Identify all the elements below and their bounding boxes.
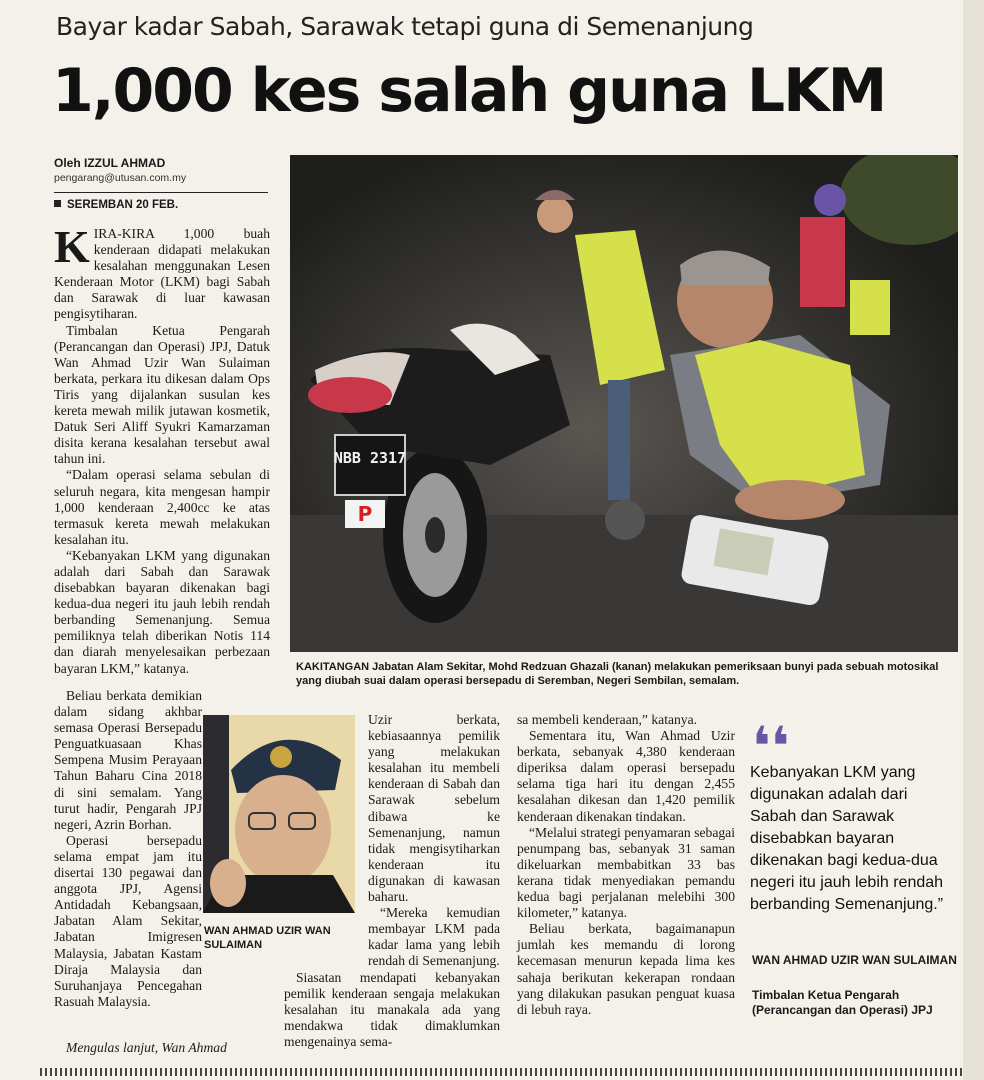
photo-caption: KAKITANGAN Jabatan Alam Sekitar, Mohd Redzuan Ghazali (kanan) melakukan pemeriksaan bunyi pada sebuah motosikal yang diubah suai dalam operasi bersepadu di Seremban, Negeri Sembilan, semalam. [296,661,939,687]
microphone [605,500,645,540]
paragraph: Sementara itu, Wan Ahmad Uzir berkata, sebanyak 4,380 kenderaan diperiksa dalam operasi bersepadu selama tiga hari itu dengan 2,455 kesalahan dikesan dan 1,420 pemilik kenderaan dikenakan tindakan. [517,728,735,824]
page-margin [963,0,984,1080]
paragraph: “Mereka kemudian membayar LKM pada kadar lama yang lebih rendah di Semenanjung. [368,905,500,969]
paragraph: Beliau berkata, bagaimanapun jumlah kes memandu di lorong kecemasan menurun kepada lima kes sahaja berikutan kekerapan rondaan yang dilakukan pasukan penguat kuasa di lebuh raya. [517,921,735,1017]
paragraph: sa membeli kenderaan,” katanya. [517,712,698,727]
main-photo [290,155,958,652]
red-jacket [800,217,845,307]
background-vest [850,280,890,335]
dateline-text: SEREMBAN 20 FEB. [67,199,179,211]
paragraph: Timbalan Ketua Pengarah (Perancangan dan Operasi) JPJ, Datuk Wan Ahmad Uzir Wan Sulaiman berkata, perkara itu dikesan dalam Ops Tiris yang dijalankan susulan kes kereta mewah milik jutawan kosmetik, Datuk Seri Aliff Syukri Kamarzaman disita kerana kesalahan tersebut awal tahun ini. [54,322,270,467]
face [235,775,331,885]
paragraph: “Dalam operasi selama sebulan di seluruh negara, kita mengesan hampir 1,000 kenderaan 2,400cc ke atas termasuk kereta mewah melakukan kesalahan itu. [54,467,270,547]
pull-quote-title: Timbalan Ketua Pengarah (Perancangan dan Operasi) JPJ [752,988,933,1017]
paragraph-text: IRA-KIRA 1,000 buah kenderaan didapati melakukan kesalahan menggunakan Lesen Kenderaan Motor (LKM) bagi Sabah dan Sarawak di luar kawasan pengisytiharan. [54,226,270,322]
hand [735,480,845,520]
body-column-2-lower [284,970,500,1050]
trousers [608,380,630,500]
headline: 1,000 kes salah guna LKM [52,56,886,126]
paragraph: Mengulas lanjut, Wan Ahmad [66,1040,227,1055]
dropcap: K [54,221,90,272]
body-column-1-lower [54,688,202,1010]
paragraph: Beliau berkata demikian dalam sidang akhbar semasa Operasi Bersepadu Penguatkuasaan Khas Sempena Musim Perayaan Tahun Baharu Cina 2018 di sini semalam. Yang turut hadir, Pengarah JPJ negeri, Azrin Borhan. [54,688,202,832]
body-column-3 [517,712,735,1018]
hand [210,859,246,907]
officer-head [537,197,573,233]
paragraph: Operasi bersepadu selama empat jam itu disertai 130 pegawai dan anggota JPJ, Agensi Antidadah Kebangsaan, Jabatan Alam Sekitar, Jabatan Imigresen Malaysia, Jabatan Kastam Diraja Malaysia dan Suruhanjaya Pencegahan Rasuah Malaysia. [54,832,202,1009]
tail-light [308,377,392,413]
pull-quote-name: WAN AHMAD UZIR WAN SULAIMAN [752,953,957,967]
svg-text:P: P [357,502,373,526]
byline-block [54,156,186,184]
author-email: pengarang@utusan.com.my [54,172,187,184]
quote-mark-icon: ❛❛ [752,715,790,778]
portrait-caption: WAN AHMAD UZIR WAN SULAIMAN [204,925,331,951]
body-column-2 [368,712,500,970]
byline-rule [54,192,268,193]
helmet [814,184,846,216]
page-edge-strip [40,1068,980,1076]
paragraph: “Kebanyakan LKM yang digunakan adalah dari Sabah dan Sarawak disebabkan bayaran dikenakan bagi kedua-dua negeri itu jauh lebih rendah berbanding Semenanjung. Semua pemiliknya telah diberikan Notis 114 dan diarah menyelesaikan perbezaan bayaran LKM,” katanya. [54,547,270,676]
photo-illustration [290,155,958,652]
pull-quote: Kebanyakan LKM yang digunakan adalah dari Sabah dan Sarawak disebabkan bayaran dikenakan bagi kedua-dua negeri itu jauh lebih rendah berbanding Semenanjung.” [750,764,944,913]
dateline [54,199,178,211]
paragraph [54,221,270,323]
paragraph: Siasatan mendapati kebanyakan pemilik kenderaan sengaja melakukan kesalahan itu manakala ada yang mendakwa tidak dimaklumkan mengenainya sema- [284,970,500,1050]
body-column-1-end [54,1040,268,1056]
paragraph: Uzir berkata, kebiasaannya pemilik yang melakukan kesalahan itu membeli kenderaan di Sabah dan Sarawak sebelum dibawa ke Semenanjung, namun tidak mengisytiharkan kenderaan itu digunakan di kawasan baharu. [368,712,500,905]
byline: Oleh IZZUL AHMAD [54,156,166,170]
body-column-1 [54,221,270,677]
kicker: Bayar kadar Sabah, Sarawak tetapi guna di Semenanjung [56,12,754,41]
paragraph: “Melalui strategi penyamaran sebagai penumpang bas, sebanyak 31 saman dikeluarkan membabitkan 33 bas kerana tidak menyediakan pemandu kedua bagi perjalanan melebihi 300 kilometer,” katanya. [517,824,735,921]
cap-badge [270,746,292,768]
portrait-photo [203,715,355,913]
bullet-square-icon [54,200,61,207]
portrait-illustration [203,715,355,913]
plate-text: NBB 2317 [333,449,407,467]
